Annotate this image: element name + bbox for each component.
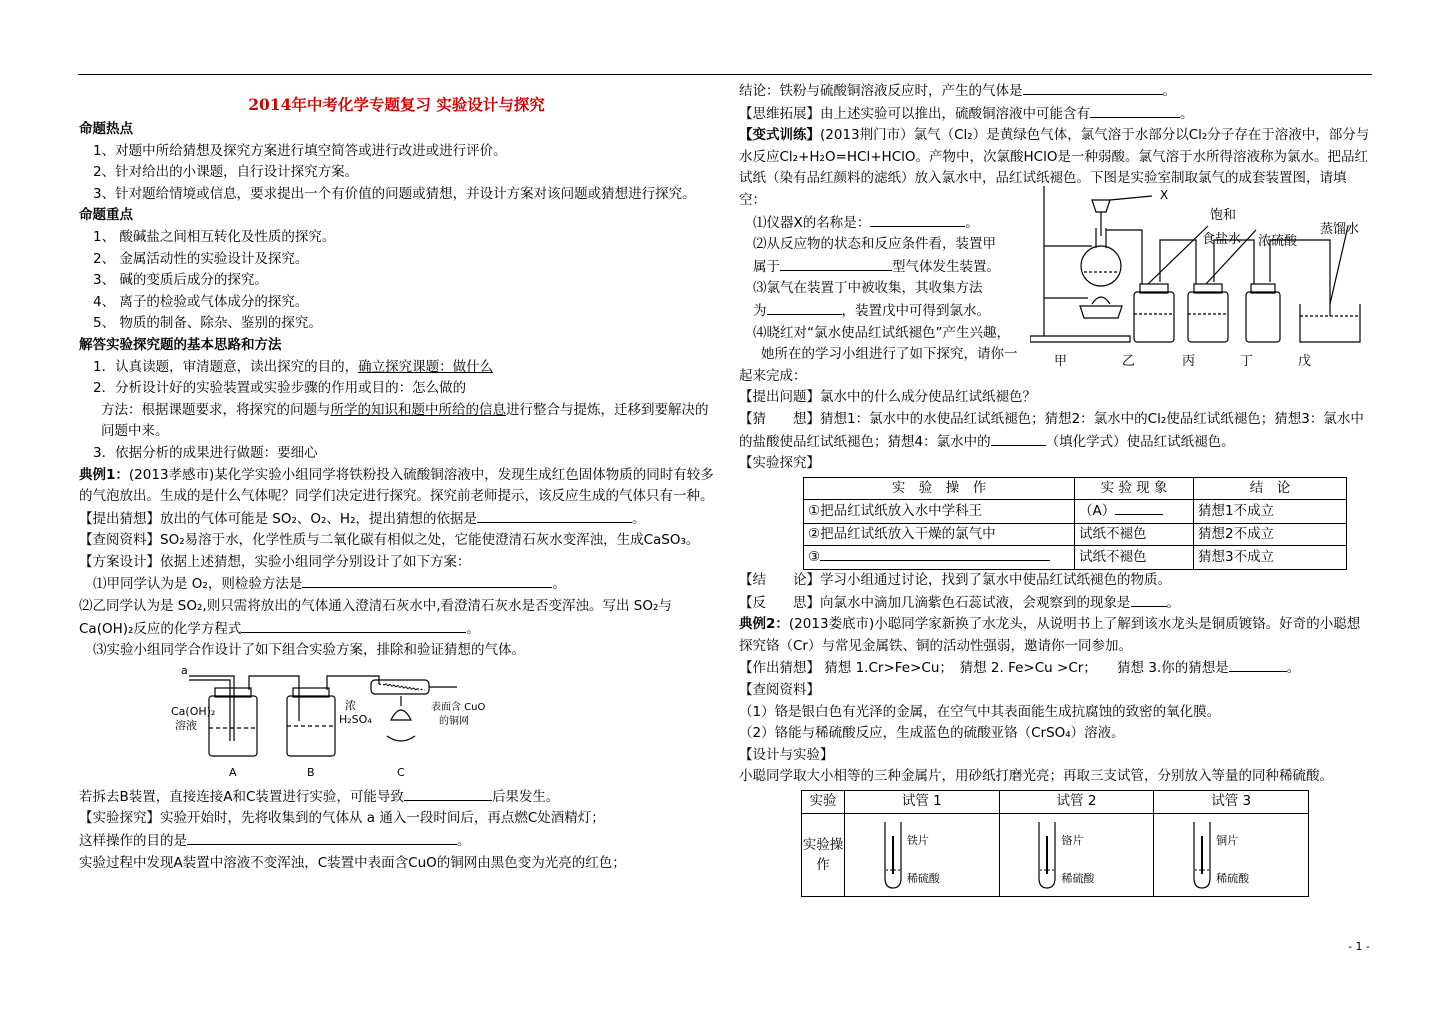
q3-cont: 为 ，装置戊中可得到氯水。 xyxy=(739,300,1031,323)
guess-2: 【作出猜想】 猜想 1.Cr>Fe>Cu； 猜想 2. Fe>Cu >Cr； 猜想 3.你的猜想是 。 xyxy=(739,657,1372,680)
page-number: - 1 - xyxy=(1348,940,1370,953)
key-item: 3、 碱的变质后成分的探究。 xyxy=(93,272,268,289)
info-2a: （1）铬是银白色有光泽的金属，在空气中其表面能生成抗腐蚀的致密的氧化膜。 xyxy=(739,703,1221,720)
label-ding: 丁 xyxy=(1240,354,1254,369)
table-cell: ③ xyxy=(804,546,1075,570)
table-header: 实验 xyxy=(802,791,845,814)
hot-item: 3、针对题给情境或信息，要求提出一个有价值的问题或猜想，并设计方案对该问题或猜想进行探究。 xyxy=(93,185,696,202)
header-rule xyxy=(78,74,1372,75)
q2-cont: 属于 型气体发生装置。 xyxy=(739,256,1031,279)
explore-3: 实验过程中发现A装置中溶液不变浑浊，C装置中表面含CuO的铜网由黑色变为光亮的红色； xyxy=(79,854,626,871)
chlorine-apparatus-drawing xyxy=(1030,186,1375,372)
label-yi: 乙 xyxy=(1122,354,1136,369)
metal-label: 铜片 xyxy=(1216,833,1239,847)
table-header: 实 验 操 作 xyxy=(804,477,1075,500)
table-cell: ①把品红试纸放入水中学科王 xyxy=(804,500,1075,524)
key-heading: 命题重点 xyxy=(79,207,133,224)
method-heading: 解答实验探究题的基本思路和方法 xyxy=(79,336,282,353)
tube-cell xyxy=(1154,813,1309,896)
hot-item: 2、针对给出的小课题，自行设计探究方案。 xyxy=(93,164,359,181)
table-header: 实 验 现 象 xyxy=(1075,477,1194,500)
table-cell: 猜想2不成立 xyxy=(1194,523,1347,546)
tube-cell xyxy=(845,813,1000,896)
q4-end: 起来完成： xyxy=(739,367,807,384)
bottle-a-liquid: Ca(OH)₂ xyxy=(171,704,216,718)
label-b: B xyxy=(307,765,315,779)
plan-3: ⑶实验小组同学合作设计了如下组合实验方案，排除和验证猜想的气体。 xyxy=(93,642,525,659)
tube-c-note: 的铜网 xyxy=(439,715,469,727)
q2: ⑵从反应物的状态和反应条件看，装置甲 xyxy=(753,236,996,253)
table-header: 试管 3 xyxy=(1154,791,1309,814)
acid-label: 稀硫酸 xyxy=(1216,871,1250,885)
label-c: C xyxy=(397,765,405,779)
table-row xyxy=(804,546,1347,570)
table-cell: 实验操作 xyxy=(802,813,845,896)
method-step-3: 3．依据分析的成果进行做题：要细心 xyxy=(93,444,318,461)
left-column xyxy=(79,80,714,874)
metal-label: 铁片 xyxy=(906,833,929,847)
extension: 【思维拓展】由上述实验可以推出，硫酸铜溶液中可能含有 。 xyxy=(739,103,1372,126)
plan-2: ⑵乙同学认为是 SO₂,则只需将放出的气体通入澄清石灰水中,看澄清石灰水是否变浑浊。写出 SO₂与Ca(OH)₂反应的化学方程式 。 xyxy=(79,598,672,637)
reference-info: 【查阅资料】SO₂易溶于水，化学性质与二氧化碳有相似之处，它能使澄清石灰水变浑浊，生成CaSO₃。 xyxy=(79,532,700,549)
page-title: 2014年中考化学专题复习 实验设计与探究 xyxy=(248,95,545,114)
bottle-b-liquid: H₂SO₄ xyxy=(339,712,372,726)
experiment-table xyxy=(803,477,1347,570)
variant: 【变式训练】(2013荆门市）氯气（Cl₂）是黄绿色气体，氯气溶于水部分以Cl₂分子存在于溶液中，部分与水反应Cl₂+H₂O=HCl+HClO。产物中，次氯酸HClO是一种弱酸。氯气溶于水所得溶液称为氯水。把品红试纸（染有品红颜料的滤纸）放入氯水中，品红试纸褪色。下图是实验室制取氯气的成套装置图，请填空： xyxy=(739,127,1370,208)
table-header-row xyxy=(802,791,1309,814)
tube-c-note: 表面含 CuO xyxy=(431,701,486,713)
hot-heading: 命题热点 xyxy=(79,121,133,137)
table-row xyxy=(804,500,1347,524)
table-cell: ②把品红试纸放入干燥的氯气中 xyxy=(804,523,1075,546)
bottle-a-liquid: 溶液 xyxy=(175,718,197,732)
key-item: 5、 物质的制备、除杂、鉴别的探究。 xyxy=(93,315,322,332)
acid-label: 稀硫酸 xyxy=(1061,871,1095,885)
q4: ⑷晓红对“氯水使品红试纸褪色”产生兴趣， xyxy=(753,324,1010,341)
apparatus-figure-abc xyxy=(171,663,714,782)
inlet-label: a xyxy=(181,663,188,677)
plan-1: ⑴甲同学认为是 O₂，则检验方法是 。 xyxy=(79,573,714,596)
example-2: 典例2：(2013娄底市)小聪同学家新换了水龙头，从说明书上了解到该水龙头是铜质镀铬。好奇的小聪想探究铬（Cr）与常见金属铁、铜的活动性强弱，邀请你一同参加。 xyxy=(739,616,1361,654)
explore-1: 【实验探究】实验开始时，先将收集到的气体从 a 通入一段时间后，再点燃C处酒精灯； xyxy=(79,810,605,827)
label-jia: 甲 xyxy=(1054,354,1068,369)
table-cell: 试纸不褪色 xyxy=(1075,523,1194,546)
method-step-2: 2．分析设计好的实验装置或实验步骤的作用或目的：怎么做的 xyxy=(93,380,467,397)
table-header: 试管 1 xyxy=(845,791,1000,814)
acid-label: 稀硫酸 xyxy=(906,871,940,885)
key-item: 4、 离子的检验或气体成分的探究。 xyxy=(93,293,309,310)
table-cell: 试纸不褪色 xyxy=(1075,546,1194,570)
example-1: 典例1：(2013孝感市)某化学实验小组同学将铁粉投入硫酸铜溶液中，发现生成红色固体物质的同时有较多的气泡放出。生成的是什么气体呢？同学们决定进行探究。探究前老师提示，该反应生成的气体只有一种。 xyxy=(79,466,714,505)
plan-intro: 【方案设计】依据上述猜想，实验小组同学分别设计了如下方案： xyxy=(79,553,471,570)
table-cell: 猜想1不成立 xyxy=(1194,500,1347,524)
method-step-1: 1．认真读题，审清题意，读出探究的目的，确立探究课题：做什么 xyxy=(93,358,494,375)
conclusion: 结论：铁粉与硫酸铜溶液反应时，产生的气体是 。 xyxy=(739,80,1372,103)
q4-cont: 她所在的学习小组进行了如下探究，请你一 xyxy=(761,346,1018,363)
tube-cell xyxy=(999,813,1154,896)
design-text: 小聪同学取大小相等的三种金属片，用砂纸打磨光亮；再取三支试管，分别放入等量的同种稀硫酸。 xyxy=(739,768,1333,785)
label-x: X xyxy=(1160,188,1169,202)
conclusion-2: 【结 论】学习小组通过讨论，找到了氯水中使品红试纸褪色的物质。 xyxy=(739,572,1171,589)
table-row xyxy=(804,523,1347,546)
q1: ⑴仪器X的名称是： 。 xyxy=(739,212,1031,235)
chlorine-apparatus-figure xyxy=(1030,186,1375,372)
table-cell: （A） xyxy=(1075,500,1194,524)
explore-heading: 【实验探究】 xyxy=(739,455,820,472)
metal-label: 铬片 xyxy=(1061,833,1084,847)
apparatus-abc-drawing xyxy=(179,666,479,782)
info-2b: （2）铬能与稀硫酸反应，生成蓝色的硫酸亚铬（CrSO₄）溶液。 xyxy=(739,725,1125,742)
table-row xyxy=(802,813,1309,896)
guess: 【提出猜想】放出的气体可能是 SO₂、O₂、H₂，提出猜想的依据是 。 xyxy=(79,508,714,531)
label-wu: 戊 xyxy=(1298,354,1312,369)
label-distilled-water: 蒸馏水 xyxy=(1320,222,1360,237)
hypothesis: 【猜 想】猜想1：氯水中的水使品红试纸褪色；猜想2：氯水中的Cl₂使品红试纸褪色；猜想3：氯水中的盐酸使品红试纸褪色；猜想4：氯水中的 （填化学式）使品红试纸褪色。 xyxy=(739,410,1364,450)
info-2: 【查阅资料】 xyxy=(739,682,820,699)
questions-block xyxy=(739,212,1031,366)
hot-item: 1、对题中所给猜想及探究方案进行填空简答或进行改进或进行评价。 xyxy=(93,142,507,159)
label-bing: 丙 xyxy=(1182,354,1196,369)
key-item: 1、 酸碱盐之间相互转化及性质的探究。 xyxy=(93,228,336,245)
method-approach: 方法：根据课题要求，将探究的问题与所学的知识和题中所给的信息进行整合与提炼，迁移到要解决的问题中来。 xyxy=(101,401,709,440)
design-heading: 【设计与实验】 xyxy=(739,746,834,763)
reflection: 【反 思】向氯水中滴加几滴紫色石蕊试液，会观察到的现象是 。 xyxy=(739,592,1372,615)
q3: ⑶氯气在装置丁中被收集，其收集方法 xyxy=(753,280,983,297)
label-saturated: 饱和 xyxy=(1210,208,1237,223)
key-item: 2、 金属活动性的实验设计及探究。 xyxy=(93,250,309,267)
question: 【提出问题】氯水中的什么成分使品红试纸褪色？ xyxy=(739,389,1036,406)
explore-2: 这样操作的目的是 。 xyxy=(79,830,714,853)
bottle-b-liquid: 浓 xyxy=(345,698,356,712)
table-header: 试管 2 xyxy=(999,791,1154,814)
label-conc-acid: 浓硫酸 xyxy=(1258,234,1298,249)
remove-b: 若拆去B装置，直接连接A和C装置进行实验，可能导致 后果发生。 xyxy=(79,786,714,809)
label-saturated: 食盐水 xyxy=(1202,232,1242,247)
table-header: 结 论 xyxy=(1194,477,1347,500)
test-tube-table xyxy=(801,790,1309,897)
table-cell: 猜想3不成立 xyxy=(1194,546,1347,570)
label-a: A xyxy=(229,765,237,779)
table-header-row xyxy=(804,477,1347,500)
